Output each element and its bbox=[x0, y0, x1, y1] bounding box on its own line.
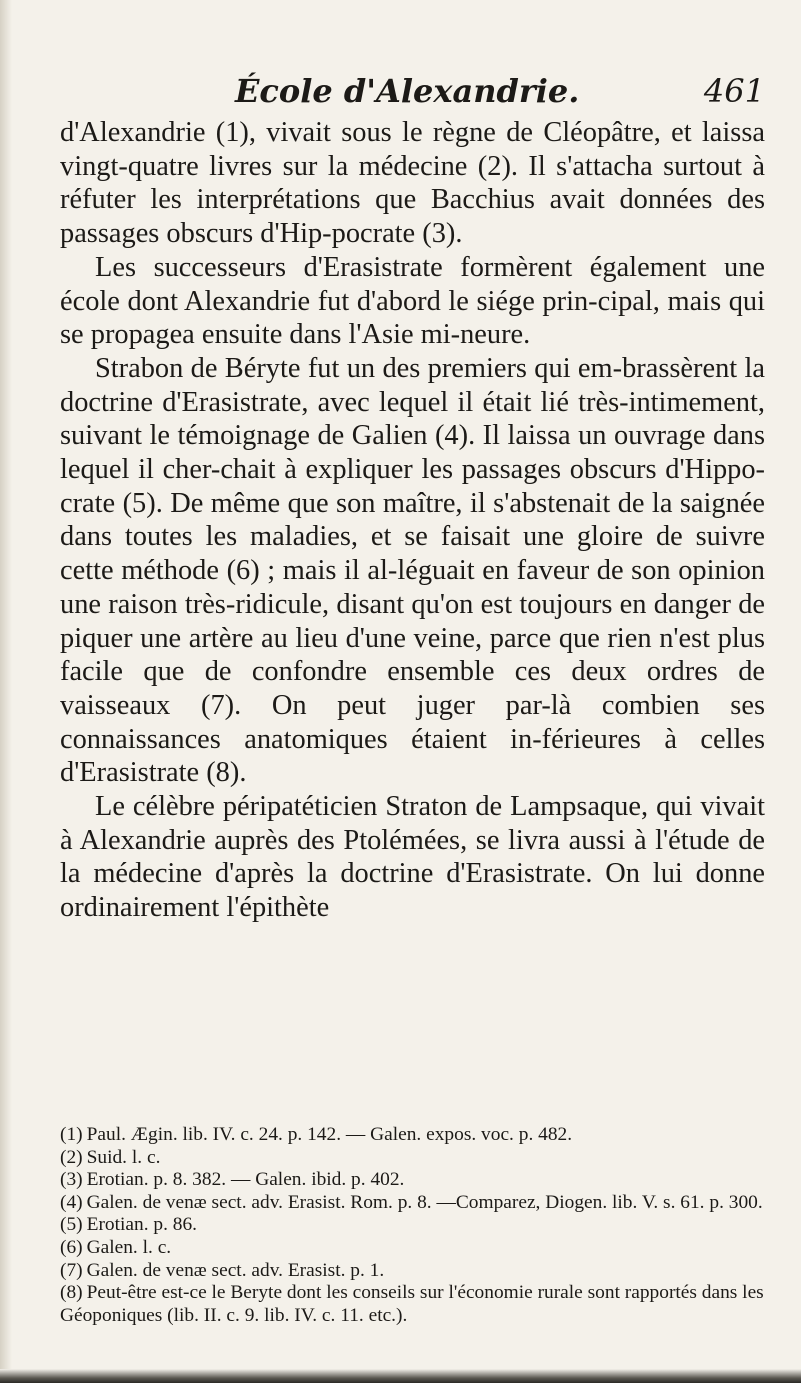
footnote bbox=[60, 1124, 765, 1147]
running-title: École d'Alexandrie. bbox=[235, 72, 580, 110]
running-header bbox=[235, 72, 765, 112]
page-bottom-shadow bbox=[0, 1369, 801, 1383]
paragraph-3: Strabon de Béryte fut un des premiers qui em-brassèrent la doctrine d'Erasistrate, avec lequel il était lié très-intimement, suivant le témoignage de Galien (4). Il laissa un ouvrage dans lequel il cher-chait à expliquer les passages obscurs d'Hippo-crate (5). De même que son maître, il s'abstenait de la saignée dans toutes les maladies, et se faisait une gloire de suivre cette méthode (6) ; mais il al-léguait en faveur de son opinion une raison très-ridicule, disant qu'on est toujours en danger de piquer une artère au lieu d'une veine, parce que rien n'est plus facile que de confondre ensemble ces deux ordres de vaisseaux (7). On peut juger par-là combien ses connaissances anatomiques étaient in-férieures à celles d'Erasistrate (8). bbox=[60, 352, 765, 789]
paragraph-4: Le célèbre péripatéticien Straton de Lampsaque, qui vivait à Alexandrie auprès des Ptolémées, se livra aussi à l'étude de la médecine d'après la doctrine d'Erasistrate. On lui donne ordinairement l'épithète bbox=[60, 791, 765, 924]
footnote-text: Suid. l. c. bbox=[86, 1146, 161, 1168]
footnote-number: (5) bbox=[60, 1214, 83, 1236]
footnote-text: Galen. de venæ sect. adv. Erasist. p. 1. bbox=[86, 1259, 385, 1281]
footnote-number: (4) bbox=[60, 1191, 83, 1213]
footnote-number: (6) bbox=[60, 1236, 83, 1258]
page-number: 461 bbox=[703, 72, 765, 110]
footnote-text: Erotian. p. 8. 382. — Galen. ibid. p. 402. bbox=[86, 1169, 405, 1191]
footnote-number: (8) bbox=[60, 1282, 83, 1304]
footnote bbox=[60, 1237, 765, 1260]
footnote-number: (1) bbox=[60, 1124, 83, 1145]
footnote bbox=[60, 1147, 765, 1170]
footnote bbox=[60, 1169, 765, 1192]
footnote-text: Galen. l. c. bbox=[86, 1236, 172, 1258]
footnote bbox=[60, 1260, 765, 1283]
body-text bbox=[60, 116, 765, 925]
footnote-text: Paul. Ægin. lib. IV. c. 24. p. 142. — Galen. expos. voc. p. 482. bbox=[86, 1124, 573, 1145]
footnotes bbox=[60, 1124, 765, 1327]
page-binding-shadow bbox=[0, 0, 12, 1383]
footnote bbox=[60, 1214, 765, 1237]
footnote-text: Erotian. p. 86. bbox=[86, 1214, 198, 1236]
footnote-text: Peut-être est-ce le Beryte dont les conseils sur l'économie rurale sont rapportés dans les Géoponiques (lib. II. c. 9. lib. IV. c. 11. etc.). bbox=[60, 1282, 764, 1326]
footnote-text: Galen. de venæ sect. adv. Erasist. Rom. p. 8. —Comparez, Diogen. lib. V. s. 61. p. 300. bbox=[86, 1191, 763, 1213]
footnote bbox=[60, 1192, 765, 1215]
footnote-number: (7) bbox=[60, 1259, 83, 1281]
paragraph-2: Les successeurs d'Erasistrate formèrent également une école dont Alexandrie fut d'abord le siége prin-cipal, mais qui se propagea ensuite dans l'Asie mi-neure. bbox=[60, 251, 765, 351]
footnote bbox=[60, 1282, 765, 1327]
paragraph-1: d'Alexandrie (1), vivait sous le règne de Cléopâtre, et laissa vingt-quatre livres sur la médecine (2). Il s'attacha surtout à réfuter les interprétations que Bacchius avait données des passages obscurs d'Hip-pocrate (3). bbox=[60, 117, 765, 250]
footnote-number: (3) bbox=[60, 1169, 83, 1191]
footnote-number: (2) bbox=[60, 1146, 83, 1168]
